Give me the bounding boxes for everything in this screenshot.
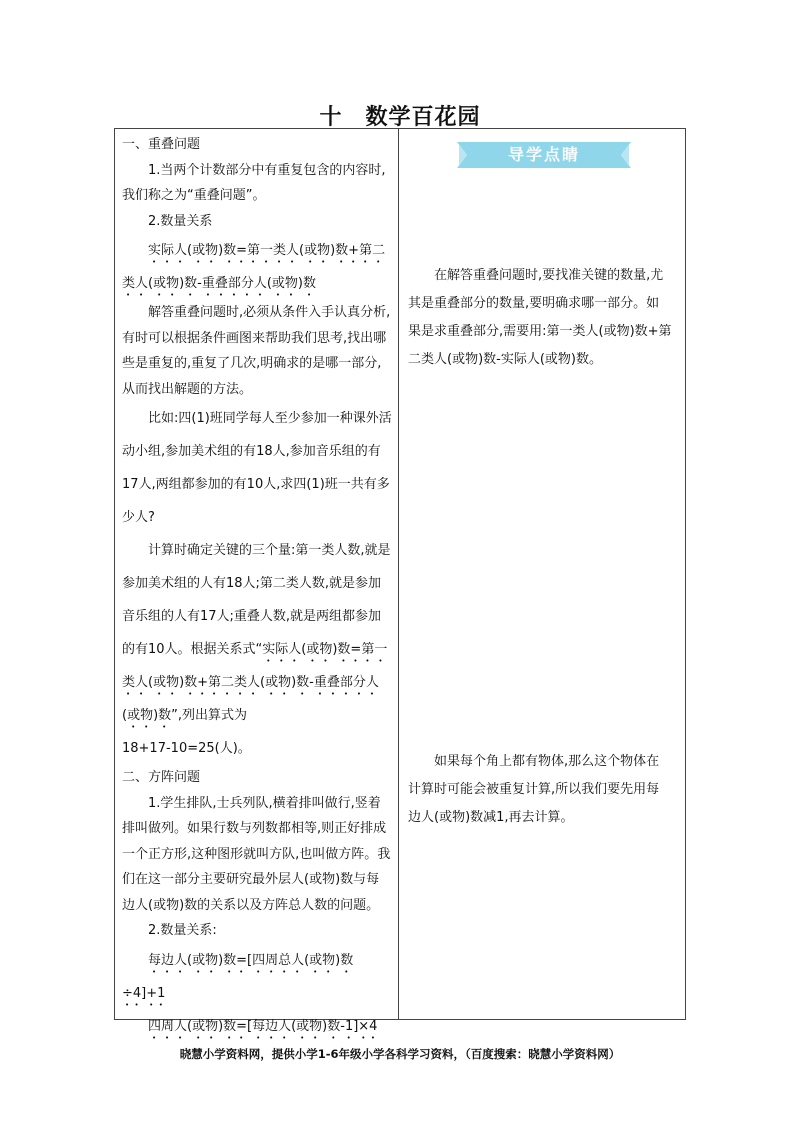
square-definition-paragraph: 1.学生排队,士兵列队,横着排叫做行,竖着排叫做列。如果行数与列数都相等,则正好排成一个正方形,这种图形就叫方队,也叫做方阵。我们在这一部分主要研究最外层人(或物)数与每边人(或物)数的关系以及方阵总人数的问题。	[122, 795, 391, 913]
section-heading-square: 二、方阵问题	[122, 770, 201, 785]
solution-paragraph	[122, 534, 392, 732]
solution-text-c: ”,列出算式为	[171, 708, 248, 723]
square-relation-heading: 2.数量关系:	[148, 923, 217, 938]
guide-banner	[457, 140, 631, 170]
solution-formula: 实际人(或物)数=第一类人(或物)数+第二类人(或物)数-重叠部分人(或物)数	[122, 642, 388, 723]
square-relation-2	[122, 1010, 392, 1043]
example-paragraph: 比如:四(1)班同学每人至少参加一种课外活动小组,参加美术组的有18人,参加音乐组的有17人,两组都参加的有10人,求四(1)班一共有多少人?	[122, 411, 392, 525]
square-relation-2-text: 四周人(或物)数=[每边人(或物)数-1]×4	[148, 1018, 378, 1034]
relation-heading: 2.数量关系	[148, 213, 213, 229]
square-relation-1	[122, 944, 392, 1010]
column-divider	[398, 128, 399, 1020]
page-title: 十 数学百花园	[319, 105, 481, 130]
method-paragraph: 解答重叠问题时,必须从条件入手认真分析,有时可以根据条件画图来帮助我们思考,找出哪些是重复的,重复了几次,明确求的是哪一部分,从而找出解题的方法。	[122, 305, 391, 397]
left-column	[122, 132, 392, 1043]
tip-square	[408, 748, 672, 832]
overlap-relation-text: 实际人(或物)数=第一类人(或物)数+第二类人(或物)数-重叠部分人(或物)数	[122, 243, 386, 291]
banner-label: 导学点睛	[507, 145, 580, 164]
calculation-line: 18+17-10=25(人)。	[122, 741, 251, 756]
tip-square-text: 如果每个角上都有物体,那么这个物体在计算时可能会被重复计算,所以我们要先用每边人(或物)数减1,再去计算。	[408, 754, 660, 825]
tip-overlap-text: 在解答重叠问题时,要找准关键的数量,尤其是重叠部分的数量,要明确求哪一部分。如果是求重叠部分,需要用:第一类人(或物)数+第二类人(或物)数-实际人(或物)数。	[408, 268, 672, 367]
overlap-relation	[122, 234, 392, 300]
section-heading-overlap: 一、重叠问题	[122, 137, 201, 152]
footer-note: 晓慧小学资料网，提供小学1-6年级小学各科学习资料，（百度搜索：晓慧小学资料网）	[179, 1047, 621, 1061]
definition-paragraph: 1.当两个计数部分中有重复包含的内容时,我们称之为“重叠问题”。	[122, 162, 386, 203]
solution-text-a: 计算时确定关键的三个量:第一类人数,就是参加美术组的人有18人;第二类人数,就是参加音乐组的人有17人;重叠人数,就是两组都参加的有10人。根据关系式“	[122, 543, 391, 657]
tip-overlap	[408, 262, 672, 374]
square-relation-1-text: 每边人(或物)数=[四周总人(或物)数÷4]+1	[122, 952, 354, 1001]
